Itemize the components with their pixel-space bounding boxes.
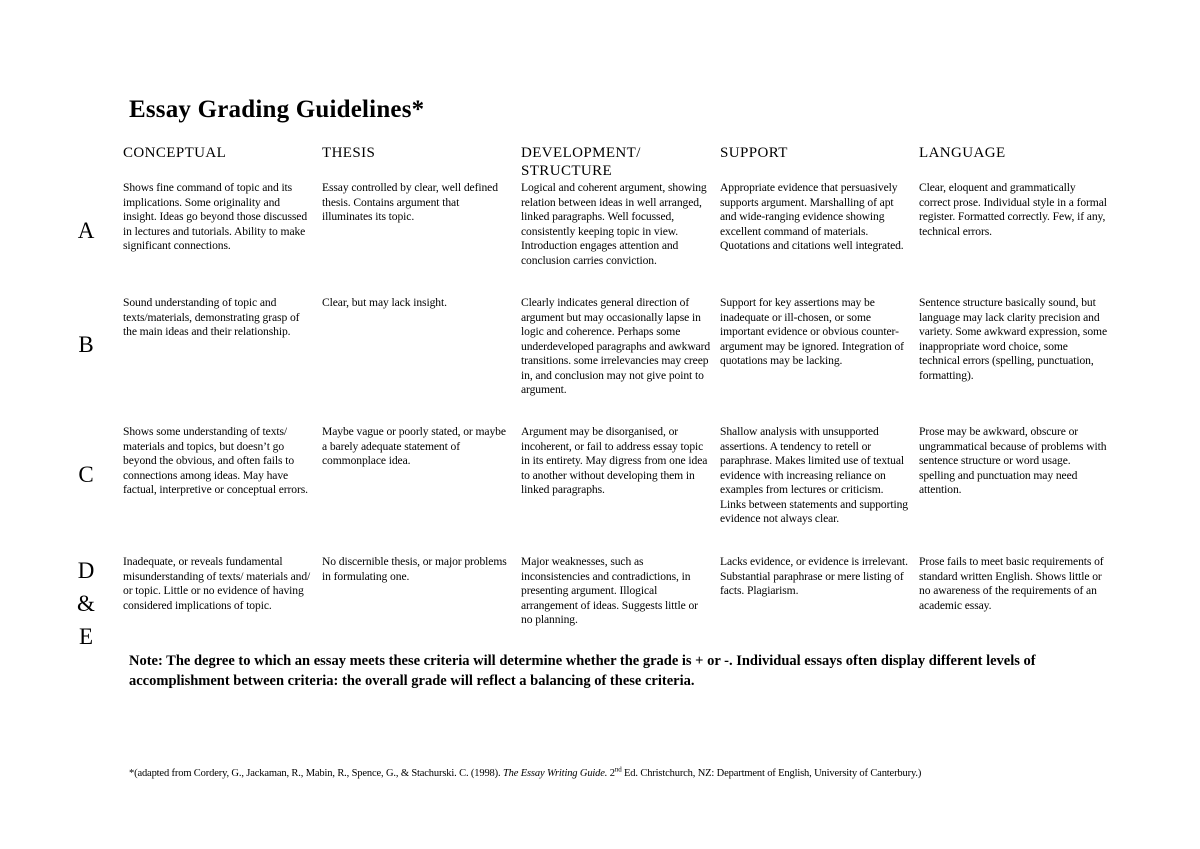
cell-b-support: Support for key assertions may be inadequate or ill-chosen, or some important evidence or obvious counter-argument may be ignored. Integration of quotations may be lacking. — [720, 296, 904, 367]
cell-de-conceptual: Inadequate, or reveals fundamental misunderstanding of texts/ materials and/ or topic. Little or no evidence of having considered implications of topic. — [123, 555, 311, 612]
footnote-edition: 2 — [607, 768, 615, 779]
cell-a-support: Appropriate evidence that persuasively supports argument. Marshalling of apt and wide-ranging evidence showing excellent command of materials. Quotations and citations well integrated. — [720, 181, 904, 252]
cell-c-language: Prose may be awkward, obscure or ungrammatical because of problems with sentence structure or word usage. spelling and punctuation may need attention. — [919, 425, 1107, 496]
cell-b-conceptual: Sound understanding of topic and texts/materials, demonstrating grasp of the main ideas and their relationship. — [123, 296, 300, 338]
cell-a-conceptual: Shows fine command of topic and its implications. Some originality and insight. Ideas go beyond those discussed in lectures and tutorials. Ability to make significant connections. — [123, 181, 308, 252]
page-title: Essay Grading Guidelines* — [129, 96, 425, 123]
cell-b-language: Sentence structure basically sound, but language may lack clarity precision and variety. Some awkward expression, some inappropriate word choice, some technical errors (spelling, punctuation, formatting). — [919, 296, 1107, 382]
cell-a-language: Clear, eloquent and grammatically correct prose. Individual style in a formal register. Formatted correctly. Few, if any, technical errors. — [919, 181, 1107, 238]
column-header-thesis: THESIS — [322, 145, 376, 161]
footnote-prefix: *(adapted from Cordery, G., Jackaman, R., Mabin, R., Spence, G., & Stachurski. C. (1998). — [129, 768, 503, 779]
grade-label-c: C — [78, 462, 94, 487]
cell-de-support: Lacks evidence, or evidence is irrelevant. Substantial paraphrase or mere listing of facts. Plagiarism. — [720, 555, 908, 597]
column-header-support: SUPPORT — [720, 145, 788, 161]
grading-note: Note: The degree to which an essay meets these criteria will determine whether the grade is + or -. Individual essays often display different levels of accomplishment between criteria: the overall grade will reflect a balancing of these criteria. — [129, 653, 1036, 689]
column-header-language: LANGUAGE — [919, 145, 1006, 161]
cell-c-development: Argument may be disorganised, or incoherent, or fail to address essay topic in its entirety. May digress from one idea to another without developing them in linked paragraphs. — [521, 425, 708, 496]
grade-label-e: E — [78, 624, 94, 649]
footnote-suffix: Ed. Christchurch, NZ: Department of English, University of Canterbury.) — [621, 768, 922, 779]
cell-a-thesis: Essay controlled by clear, well defined thesis. Contains argument that illuminates its topic. — [322, 181, 498, 223]
cell-c-support: Shallow analysis with unsupported assertions. A tendency to retell or paraphrase. Makes limited use of textual evidence with increasing reliance on examples from lectures or criticism. Links between statements and supporting evidence not always clear. — [720, 425, 909, 525]
grade-label-a: A — [77, 218, 95, 243]
column-header-conceptual: CONCEPTUAL — [123, 145, 227, 161]
footnote-edition-suffix: nd — [614, 765, 622, 774]
cell-b-thesis: Clear, but may lack insight. — [322, 296, 447, 309]
cell-de-thesis: No discernible thesis, or major problems in formulating one. — [322, 555, 507, 583]
cell-b-development: Clearly indicates general direction of argument but may occasionally lapse in logic and coherence. Perhaps some underdeveloped paragraphs and awkward transitions. some irrelevancies may creep in, and conclusion may not give point to argument. — [521, 296, 711, 396]
citation-footnote — [129, 765, 922, 779]
grade-label-d: D — [77, 558, 95, 583]
cell-de-language: Prose fails to meet basic requirements of standard written English. Shows little or no awareness of the requirements of an academic essay. — [919, 555, 1104, 612]
cell-de-development: Major weaknesses, such as inconsistencies and contradictions, in presenting argument. Illogical arrangement of ideas. Suggests little or no planning. — [521, 555, 698, 626]
cell-c-conceptual: Shows some understanding of texts/ materials and topics, but doesn’t go beyond the obvious, and often fails to connections among ideas. May have factual, interpretive or conceptual errors. — [123, 425, 308, 496]
cell-a-development: Logical and coherent argument, showing relation between ideas in well arranged, linked paragraphs. Well focussed, consistently keeping topic in view. Introduction engages attention and conclusion carries conviction. — [521, 181, 707, 267]
grade-label-ampersand: & — [77, 591, 95, 616]
cell-c-thesis: Maybe vague or poorly stated, or maybe a barely adequate statement of commonplace idea. — [322, 425, 506, 467]
column-header-development-structure: DEVELOPMENT/ STRUCTURE — [521, 145, 641, 179]
grade-label-b: B — [78, 332, 94, 357]
footnote-book-title: The Essay Writing Guide. — [502, 768, 608, 779]
